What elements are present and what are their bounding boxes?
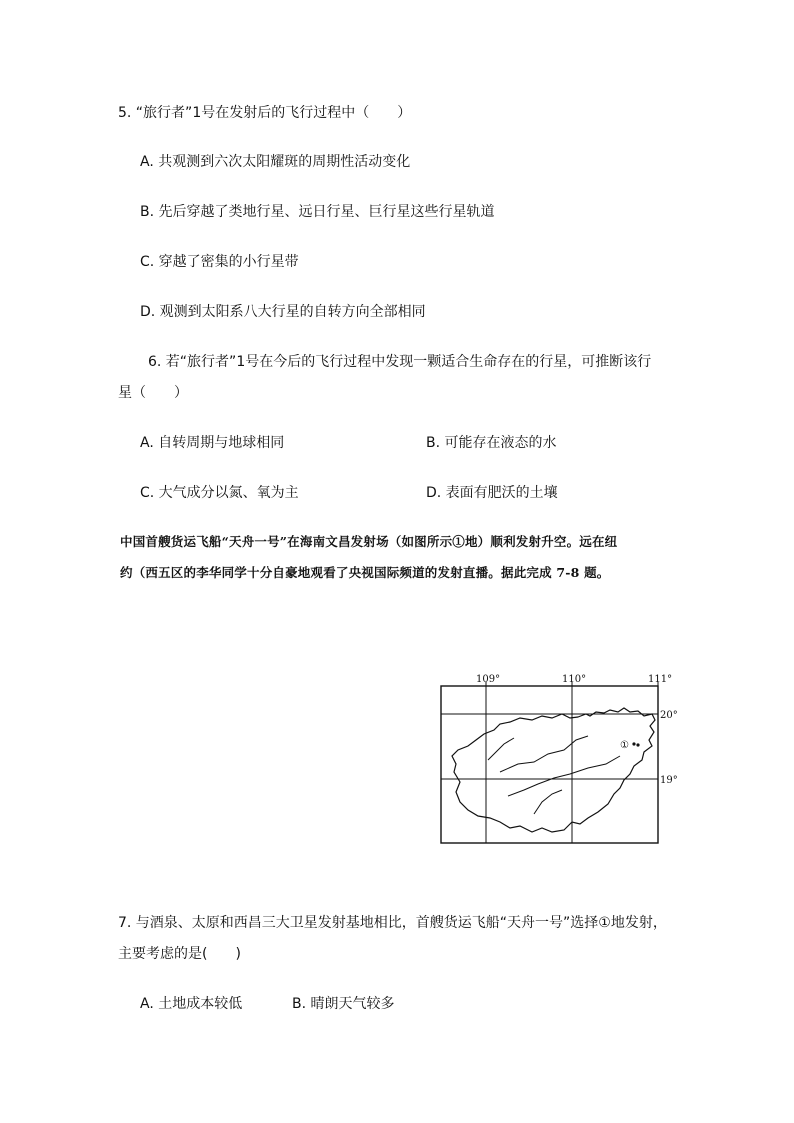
q5-option-d: D. 观测到太阳系八大行星的自转方向全部相同: [140, 304, 426, 320]
launch-site-marker: ①: [620, 740, 629, 751]
lat-label-19: 19°: [660, 775, 678, 786]
q5-option-a: A. 共观测到六次太阳耀斑的周期性活动变化: [140, 154, 411, 170]
river-4: [488, 738, 514, 760]
intro-line1: 中国首艘货运飞船“天舟一号”在海南文昌发射场（如图所示①地）顺利发射升空。远在纽: [120, 534, 618, 549]
river-3: [534, 790, 562, 814]
hainan-map: [438, 672, 678, 847]
q5-option-b: B. 先后穿越了类地行星、远日行星、巨行星这些行星轨道: [140, 204, 495, 220]
q7-option-b: B. 晴朗天气较多: [292, 996, 395, 1012]
hainan-island-outline: [452, 708, 655, 832]
lon-label-111: 111°: [648, 674, 673, 685]
q6-stem-line2: 星（ ）: [118, 385, 188, 401]
lat-label-20: 20°: [660, 710, 678, 721]
q6-option-c: C. 大气成分以氮、氧为主: [140, 485, 299, 501]
q6-option-d: D. 表面有肥沃的土壤: [426, 485, 558, 501]
river-2: [508, 756, 620, 796]
river-1: [500, 736, 588, 772]
lon-label-110: 110°: [562, 674, 587, 685]
q5-stem: 5. “旅行者”1号在发射后的飞行过程中（ ）: [118, 105, 412, 121]
intro-line2: 约（西五区的李华同学十分自豪地观看了央视国际频道的发射直播。据此完成 7-8 题。: [120, 565, 610, 580]
lon-label-109: 109°: [476, 674, 501, 685]
q7-stem-line1: 7. 与酒泉、太原和西昌三大卫星发射基地相比，首艘货运飞船“天舟一号”选择①地发射，: [118, 915, 667, 931]
q6-option-a: A. 自转周期与地球相同: [140, 435, 285, 451]
q7-stem-line2: 主要考虑的是( ): [118, 946, 241, 962]
q5-option-c: C. 穿越了密集的小行星带: [140, 254, 299, 270]
q6-stem-line1: 6. 若“旅行者”1号在今后的飞行过程中发现一颗适合生命存在的行星，可推断该行: [148, 354, 652, 370]
q7-option-a: A. 土地成本较低: [140, 996, 243, 1012]
launch-site-dot: [632, 742, 635, 745]
q6-option-b: B. 可能存在液态的水: [426, 435, 557, 451]
